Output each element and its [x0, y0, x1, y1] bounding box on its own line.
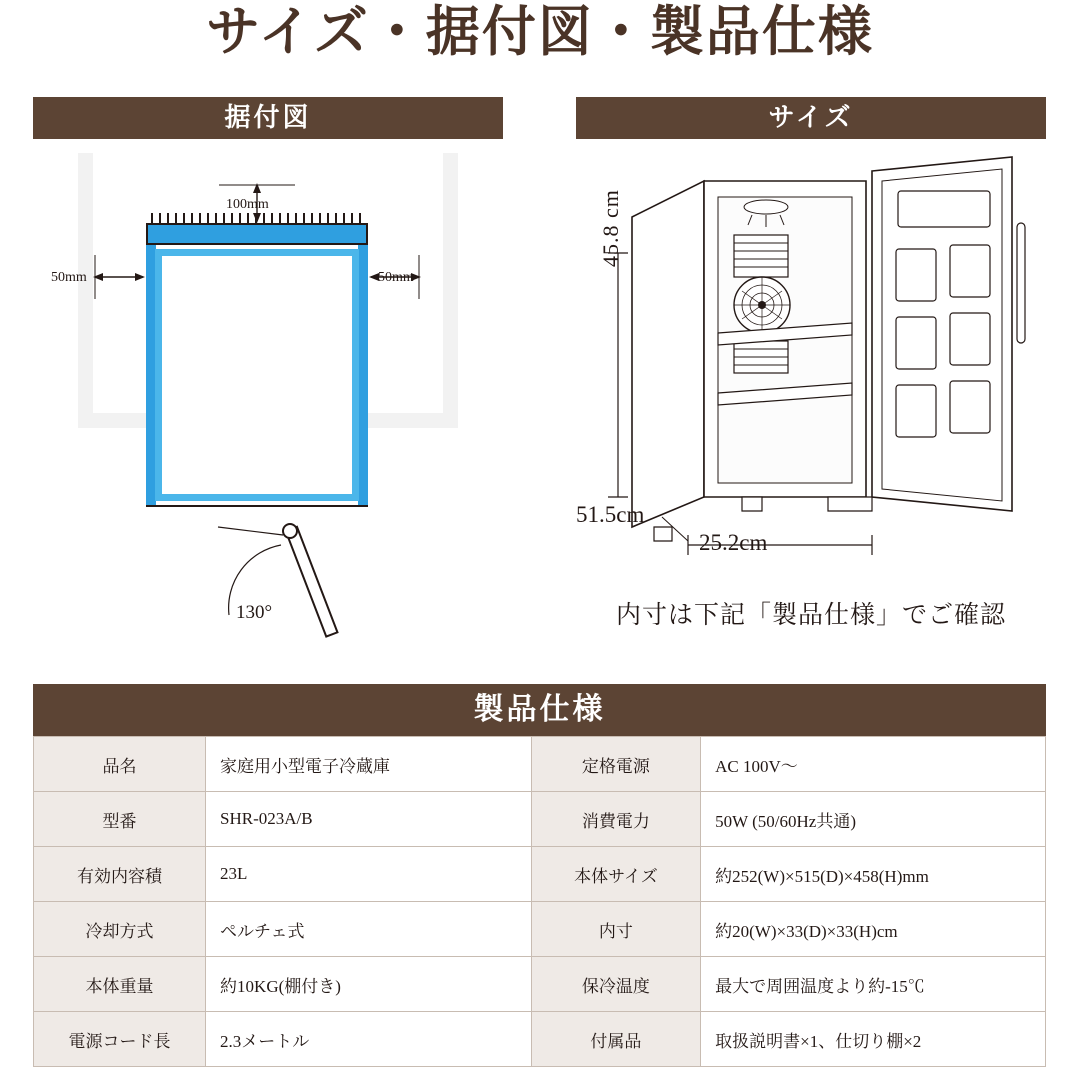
dim-door-angle: 130° [236, 602, 273, 623]
spec-value: ペルチェ式 [206, 902, 532, 957]
page-title: サイズ・据付図・製品仕様 [206, 0, 874, 63]
table-row [34, 902, 1046, 957]
spec-value: 2.3メートル [206, 1012, 532, 1067]
spec-value: 家庭用小型電子冷蔵庫 [206, 737, 532, 792]
dim-left-clearance: 50mm [51, 270, 87, 285]
spec-value: 23L [206, 847, 532, 902]
table-row [34, 847, 1046, 902]
spec-value: 最大で周囲温度より約-15℃ [701, 957, 1046, 1012]
spec-table [33, 736, 1046, 1067]
spec-key: 消費電力 [531, 792, 700, 847]
spec-key: 品名 [34, 737, 206, 792]
spec-key: 本体重量 [34, 957, 206, 1012]
spec-key: 有効内容積 [34, 847, 206, 902]
spec-key: 型番 [34, 792, 206, 847]
installation-diagram [33, 145, 503, 670]
dim-depth: 51.5cm [576, 502, 645, 527]
section-header-install: 据付図 [33, 97, 503, 139]
spec-value: 約10KG(棚付き) [206, 957, 532, 1012]
spec-value: 約20(W)×33(D)×33(H)cm [701, 902, 1046, 957]
dim-width: 25.2cm [699, 530, 768, 555]
spec-value: 約252(W)×515(D)×458(H)mm [701, 847, 1046, 902]
table-row [34, 792, 1046, 847]
section-header-spec: 製品仕様 [33, 684, 1046, 736]
spec-key: 冷却方式 [34, 902, 206, 957]
size-diagram [576, 145, 1046, 670]
section-header-size: サイズ [576, 97, 1046, 139]
dim-height: 45.8 cm [598, 189, 623, 267]
door-hinge-circle [282, 523, 298, 539]
dim-right-clearance: 50mm [378, 270, 414, 285]
spec-key: 本体サイズ [531, 847, 700, 902]
spec-key: 定格電源 [531, 737, 700, 792]
spec-key: 保冷温度 [531, 957, 700, 1012]
spec-value: 50W (50/60Hz共通) [701, 792, 1046, 847]
dim-top-clearance: 100mm [226, 197, 269, 212]
table-row [34, 957, 1046, 1012]
spec-key: 付属品 [531, 1012, 700, 1067]
table-row [34, 737, 1046, 792]
fridge-perspective-drawing [576, 145, 1046, 670]
spec-value: SHR-023A/B [206, 792, 532, 847]
table-row [34, 1012, 1046, 1067]
spec-key: 内寸 [531, 902, 700, 957]
spec-key: 電源コード長 [34, 1012, 206, 1067]
inner-size-note: 内寸は下記「製品仕様」でご確認 [615, 600, 1006, 629]
installation-dimension-lines [33, 145, 503, 670]
spec-value: AC 100V〜 [701, 737, 1046, 792]
spec-value: 取扱説明書×1、仕切り棚×2 [701, 1012, 1046, 1067]
